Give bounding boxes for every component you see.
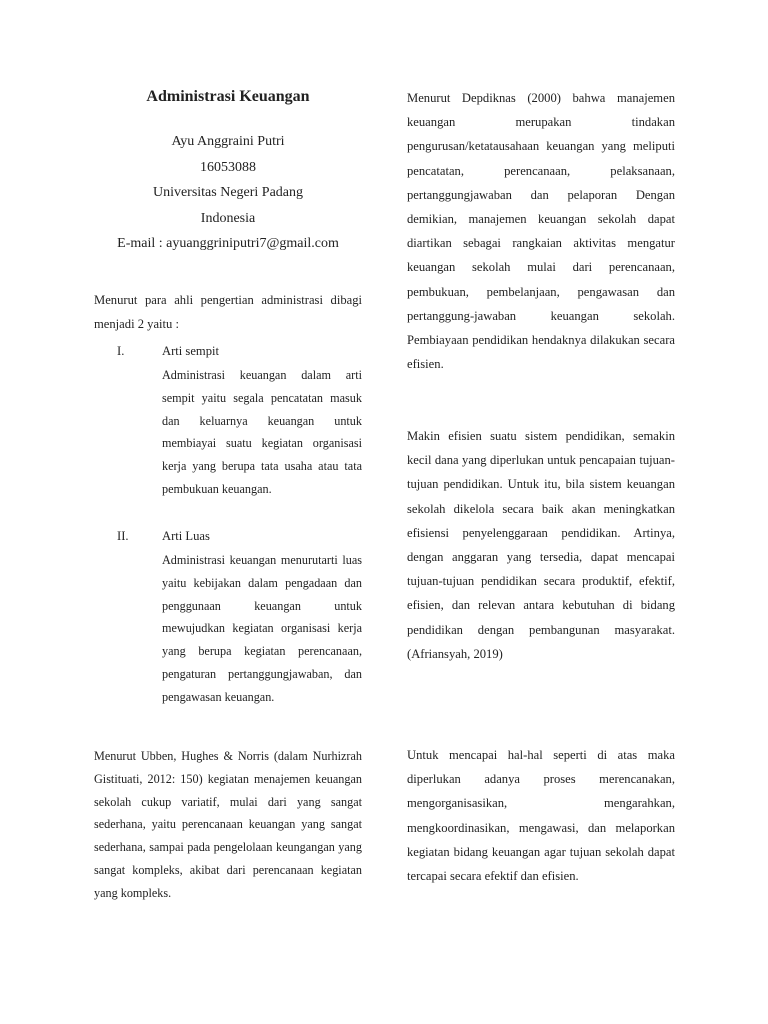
body-paragraph: Makin efisien suatu sistem pendidikan, semakin kecil dana yang diperlukan untuk pencapaian tujuan-tujuan pendidikan. Untuk itu, bila sistem keuangan sekolah dikelola secara baik akan meningkatkan efisiensi penyelenggaraan pendidikan. Artinya, dengan anggaran yang tersedia, dapat mencapai tujuan-tujuan pendidikan secara produktif, efektif, efisien, dan relevan antara kebutuhan di bidang pendidikan dengan pembangunan masyarakat.(Afriansyah, 2019): [407, 429, 675, 661]
list-number: II.: [117, 529, 129, 543]
list-body: Administrasi keuangan menurutarti luas yaitu kebijakan dalam pengadaan dan penggunaan keuangan untuk mewujudkan kegiatan organisasi kerja yang berupa kegiatan perencanaan, pengaturan pertanggungjawaban, dan pengawasan keuangan.: [162, 553, 362, 704]
list-heading: Arti sempit: [162, 344, 220, 358]
document-title: Administrasi Keuangan: [146, 88, 310, 105]
author-email: E-mail : ayuanggriniputri7@gmail.com: [117, 236, 339, 251]
author-country: Indonesia: [200, 210, 256, 226]
author-university: Universitas Negeri Padang: [152, 185, 304, 200]
body-paragraph: Untuk mencapai hal-hal seperti di atas maka diperlukan adanya proses merencanakan, mengorganisasikan, mengarahkan, mengkoordinasikan, mengawasi, dan melaporkan kegiatan bidang keuangan agar tujuan sekolah dapat tercapai secara efektif dan efisien.: [407, 748, 675, 884]
closing-paragraph: Menurut Ubben, Hughes & Norris (dalam Nurhizrah Gistituati, 2012: 150) kegiatan menajemen keuangan sekolah cukup variatif, mulai dari yang sangat sederhana, yaitu perencanaan keuangan yang sangat sederhana, sampai pada pengelolaan keungangan yang sangat kompleks, akibat dari perencanaan kegiatan yang kompleks.: [94, 749, 362, 900]
list-body: Administrasi keuangan dalam arti sempit yaitu segala pencatatan masuk dan keluarnya keuangan untuk membiayai suatu kegiatan organisasi kerja yang berupa tata usaha atau tata pembukuan keuangan.: [162, 368, 362, 496]
author-id: 16053088: [200, 159, 256, 175]
intro-paragraph: Menurut para ahli pengertian administrasi dibagi menjadi 2 yaitu :: [94, 293, 362, 332]
list-number: I.: [117, 344, 125, 358]
author-block: [94, 129, 362, 257]
body-paragraph: Menurut Depdiknas (2000) bahwa manajemen keuangan merupakan tindakan pengurusan/ketatausahaan keuangan yang meliputi pencatatan, perencanaan, pelaksanaan, pertanggungjawaban dan pelaporan Dengan demikian, manajemen keuangan sekolah dapat diartikan sebagai rangkaian aktivitas mengatur keuangan sekolah mulai dari perencanaan, pembukuan, pembelanjaan, pengawasan dan pertanggung-jawaban keuangan sekolah. Pembiayaan pendidikan hendaknya dilakukan secara efisien.: [407, 91, 675, 372]
list-heading: Arti Luas: [162, 529, 210, 543]
author-name: Ayu Anggraini Putri: [171, 134, 285, 149]
